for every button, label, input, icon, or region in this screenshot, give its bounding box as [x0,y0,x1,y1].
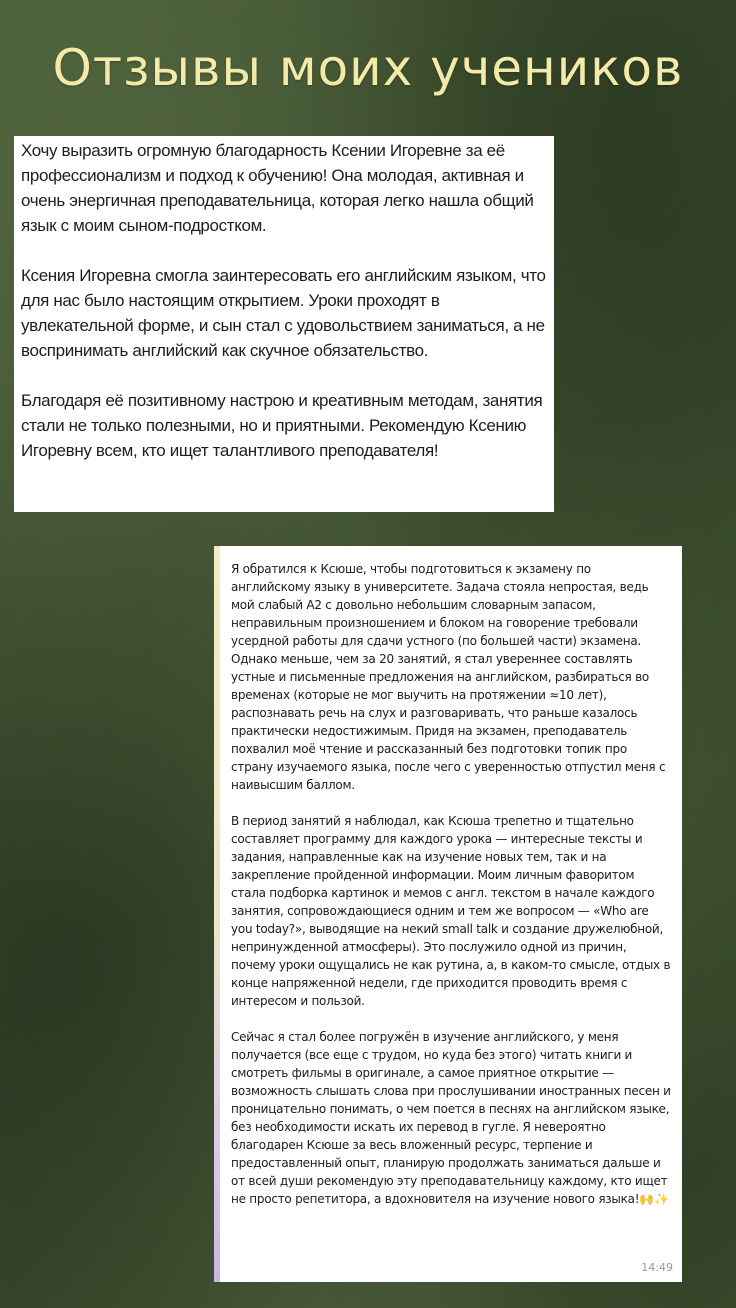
message-accent-strip [214,546,220,1282]
review-card-1 [14,136,554,512]
review-1-paragraph-1: Хочу выразить огромную благодарность Ксении Игоревне за её профессионализм и подход к обучению! Она молодая, активная и очень энергичная преподавательница, которая легко нашла общий язык с моим сыном-подростком. [21,141,534,235]
review-2-paragraph-2: В период занятий я наблюдал, как Ксюша трепетно и тщательно составляет программу для каждого урока — интересные тексты и задания, направленные как на изучение новых тем, так и на закрепление пройденной информации. Моим личным фаворитом стала подборка картинок и мемов с англ. текстом в начале каждого занятия, сопровождающиеся одним и тем же вопросом — «Who are you today?», выводящие на некий small talk и создание дружелюбной, непринужденной атмосферы). Это послужило одной из причин, почему уроки ощущались не как рутина, а, в каком-то смысле, отдых в конце напряженной недели, где приходится проводить время с интересом и пользой. [231,814,671,1008]
page-title: Отзывы моих учеников [52,39,684,97]
review-1-paragraph-2: Ксения Игоревна смогла заинтересовать его английским языком, что для нас было настоящим открытием. Уроки проходят в увлекательной форме, и сын стал с удовольствием заниматься, а не воспринимать английский как скучное обязательство. [21,266,546,360]
review-1-paragraph-3: Благодаря её позитивному настрою и креативным методам, занятия стали не только полезными, но и приятными. Рекомендую Ксению Игоревну всем, кто ищет талантливого преподавателя! [21,391,543,460]
review-2-paragraph-3 [231,1028,672,1208]
raised-hands-sparkles-icon: 🙌✨ [639,1192,669,1206]
review-2-paragraph-3-text: Сейчас я стал более погружён в изучение английского, у меня получается (все еще с трудом, но куда без этого) читать книги и смотреть фильмы в оригинале, а самое приятное открытие — возможность слышать слова при прослушивании иностранных песен и проницательно понимать, о чем поется в песнях на английском языке, без необходимости искать их перевод в гугле. Я невероятно благодарен Ксюше за весь вложенный ресурс, терпение и предоставленный опыт, планирую продолжать заниматься дальше и от всей души рекомендую эту преподавательницу каждому, кто ищет не просто репетитора, а вдохновителя на изучение нового языка! [231,1030,671,1206]
review-card-2 [214,546,682,1282]
message-timestamp: 14:49 [641,1261,673,1274]
review-2-paragraph-1: Я обратился к Ксюше, чтобы подготовиться к экзамену по английскому языку в университете. Задача стояла непростая, ведь мой слабый A2 с довольно небольшим словарным запасом, неправильным произношением и блоком на говорение требовали усердной работы для сдачи устного (по большей части) экзамена. Однако меньше, чем за 20 занятий, я стал увереннее составлять устные и письменные предложения на английском, разбираться во временах (которые не мог выучить на протяжении ≈10 лет), распознавать речь на слух и разговаривать, что раньше казалось практически недостижимым. Придя на экзамен, преподаватель похвалил моё чтение и рассказанный без подготовки топик про страну изучаемого языка, после чего с уверенностью отпустил меня с наивысшим баллом. [231,562,666,792]
